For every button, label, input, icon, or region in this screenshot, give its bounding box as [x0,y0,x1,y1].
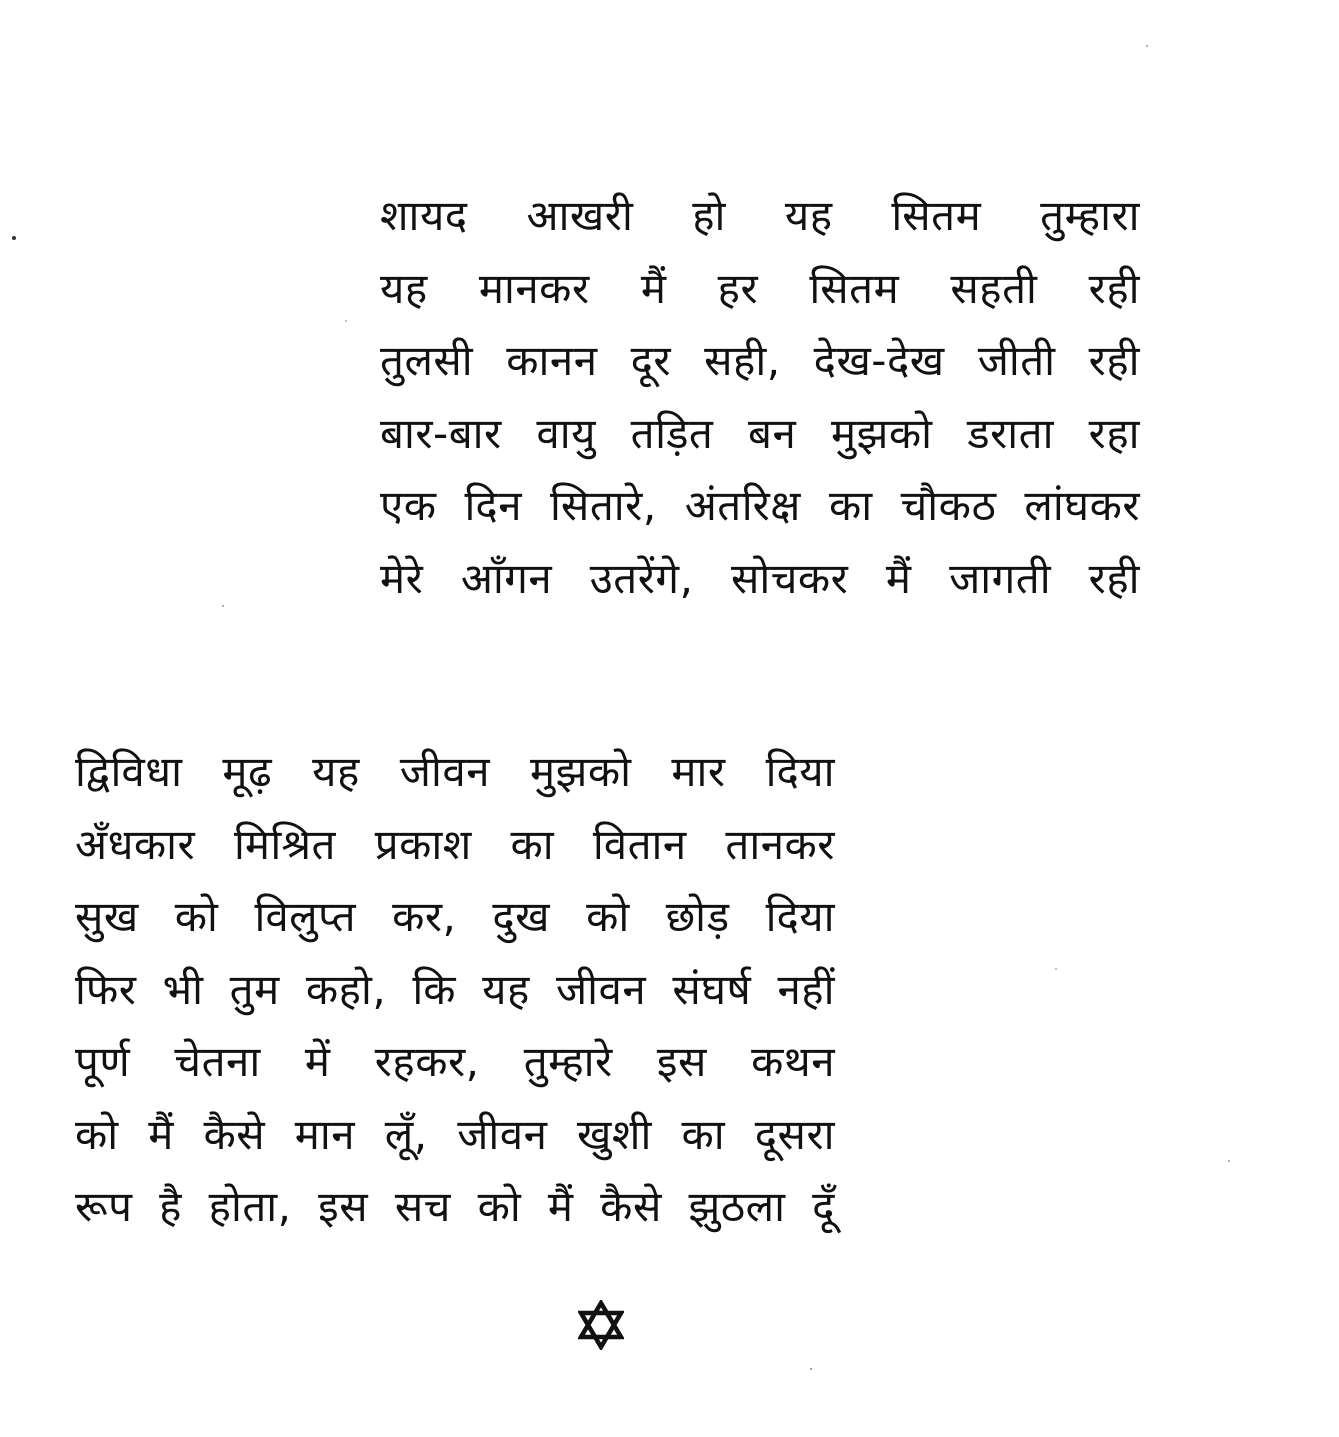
stanza-2-line-7: रूप है होता, इस सच को मैं कैसे झुठला दूँ [75,1182,835,1231]
stanza-1-line-4: बार-बार वायु तड़ित बन मुझको डराता रहा [380,408,1140,458]
poem-stanza-1 [380,180,1140,615]
scan-speck [1055,968,1057,970]
stanza-1-line-6: मेरे आँगन उतरेंगे, सोचकर मैं जागती रही [380,553,1140,603]
stanza-2-line-6: को मैं कैसे मान लूँ, जीवन खुशी का दूसरा [75,1109,835,1159]
stanza-2-line-4: फिर भी तुम कहो, कि यह जीवन संघर्ष नहीं [75,964,835,1014]
stanza-2-line-3: सुख को विलुप्त कर, दुख को छोड़ दिया [75,892,835,941]
star-of-david-icon [578,1300,624,1350]
scan-speck [810,1368,812,1370]
poem-stanza-2 [75,736,835,1244]
stanza-1-line-5: एक दिन सितारे, अंतरिक्ष का चौकठ लांघकर [380,481,1140,530]
scan-speck [345,320,347,322]
scan-speck [1228,1160,1230,1162]
scan-speck [222,605,224,607]
stanza-1-line-3: तुलसी कानन दूर सही, देख-देख जीती रही [380,336,1140,385]
stanza-2-line-5: पूर्ण चेतना में रहकर, तुम्हारे इस कथन [75,1037,835,1086]
stanza-1-line-2: यह मानकर मैं हर सितम सहती रही [380,263,1140,313]
stanza-2-line-1: द्विविधा मूढ़ यह जीवन मुझको मार दिया [75,747,835,796]
stanza-2-line-2: अँधकार मिश्रित प्रकाश का वितान तानकर [75,819,835,869]
scan-speck [12,236,16,240]
scan-speck [1146,45,1148,47]
stanza-1-line-1: शायद आखरी हो यह सितम तुम्हारा [380,191,1140,240]
